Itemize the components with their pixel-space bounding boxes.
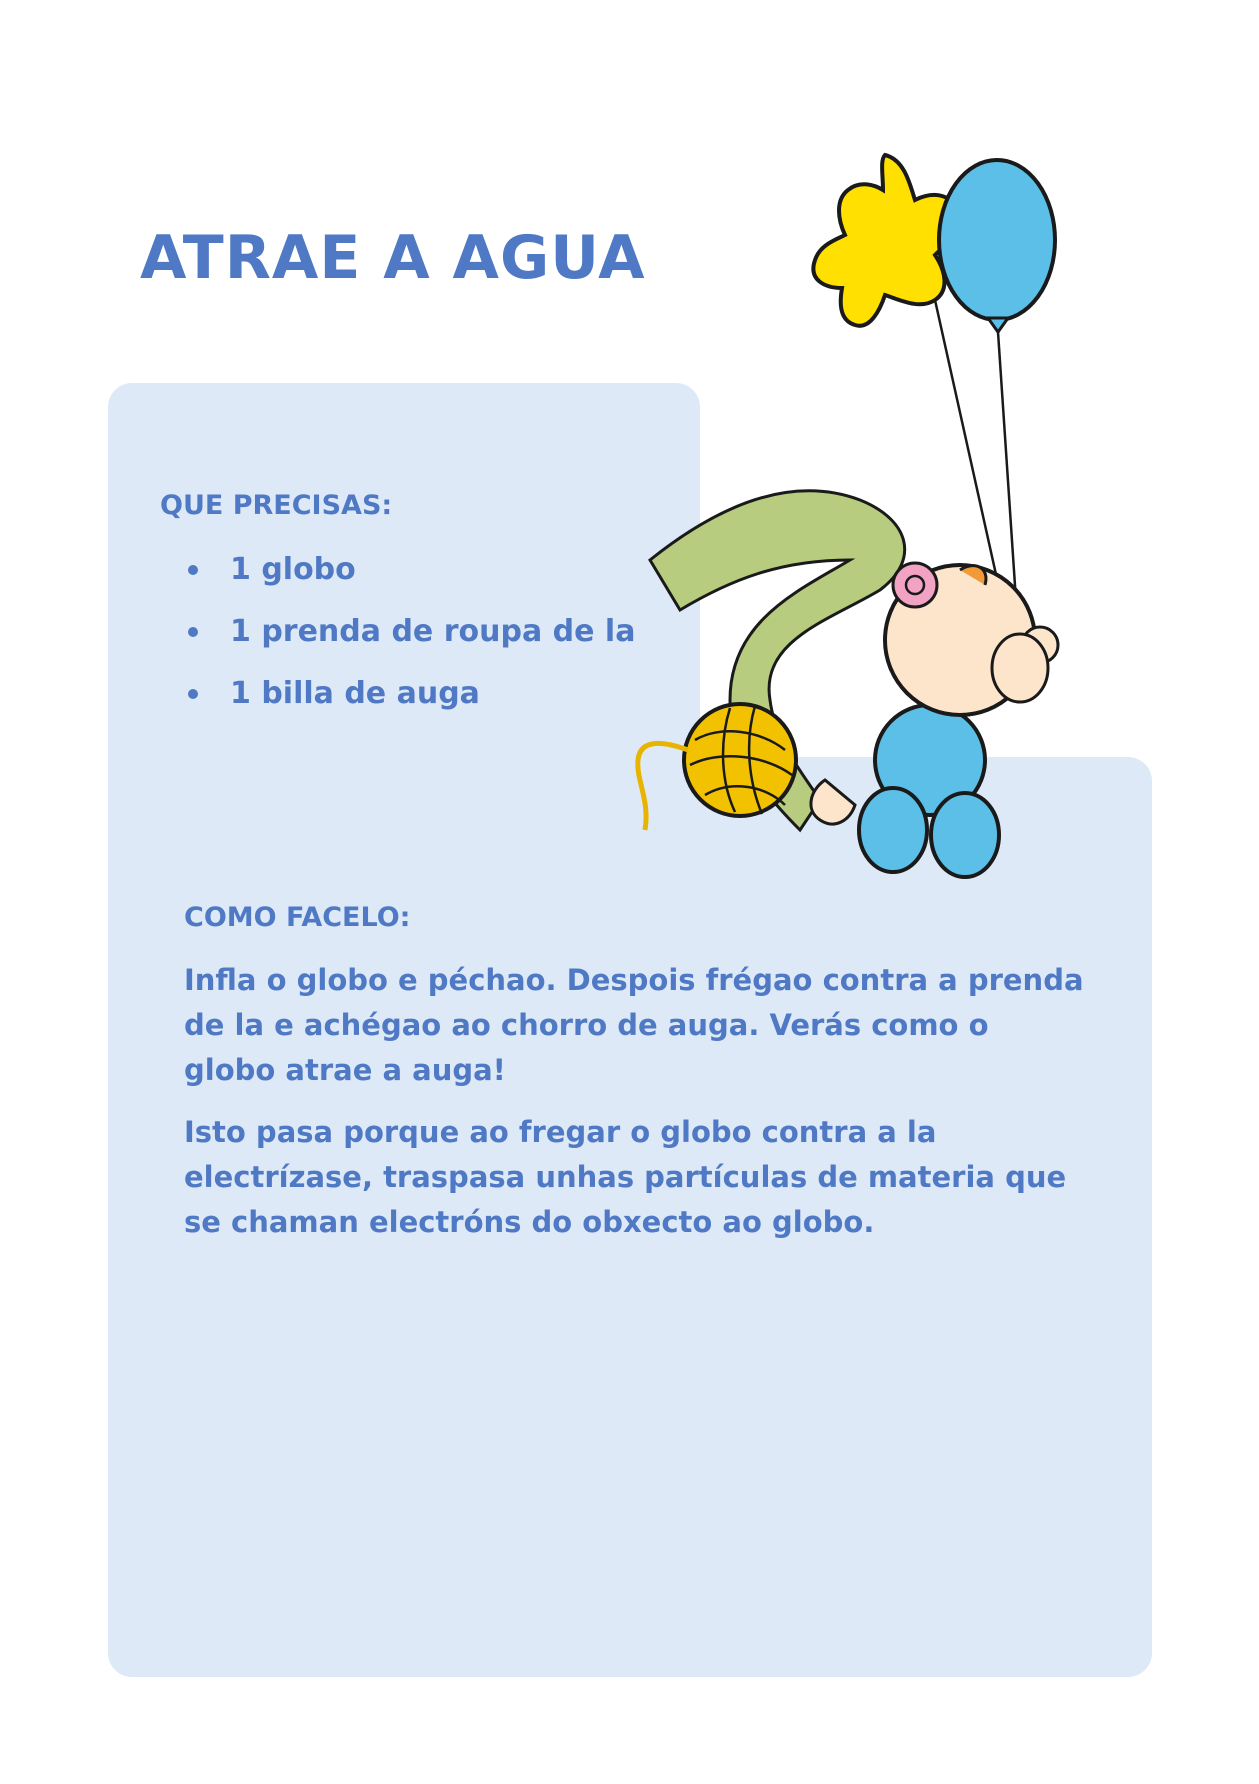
page-title: ATRAE A AGUA bbox=[140, 223, 646, 293]
instructions-paragraph: Infla o globo e péchao. Despois frégao contra a prenda de la e achégao ao chorro de auga. Verás como o globo atrae a auga! bbox=[184, 963, 1084, 1087]
star-balloon-icon bbox=[813, 155, 958, 326]
list-item: 1 billa de auga bbox=[186, 672, 635, 734]
baby-icon bbox=[811, 563, 1058, 877]
needs-heading: QUE PRECISAS: bbox=[160, 490, 393, 521]
explanation-paragraph: Isto pasa porque ao fregar o globo contra a la electrízase, traspasa unhas partículas de materia que se chaman electróns do obxecto ao globo. bbox=[184, 1115, 1067, 1239]
list-item: 1 globo bbox=[186, 548, 635, 610]
materials-list bbox=[186, 548, 635, 734]
how-heading: COMO FACELO: bbox=[184, 902, 411, 933]
illustration bbox=[580, 140, 1100, 880]
list-item: 1 prenda de roupa de la bbox=[186, 610, 635, 672]
blue-balloon-icon bbox=[939, 160, 1055, 320]
